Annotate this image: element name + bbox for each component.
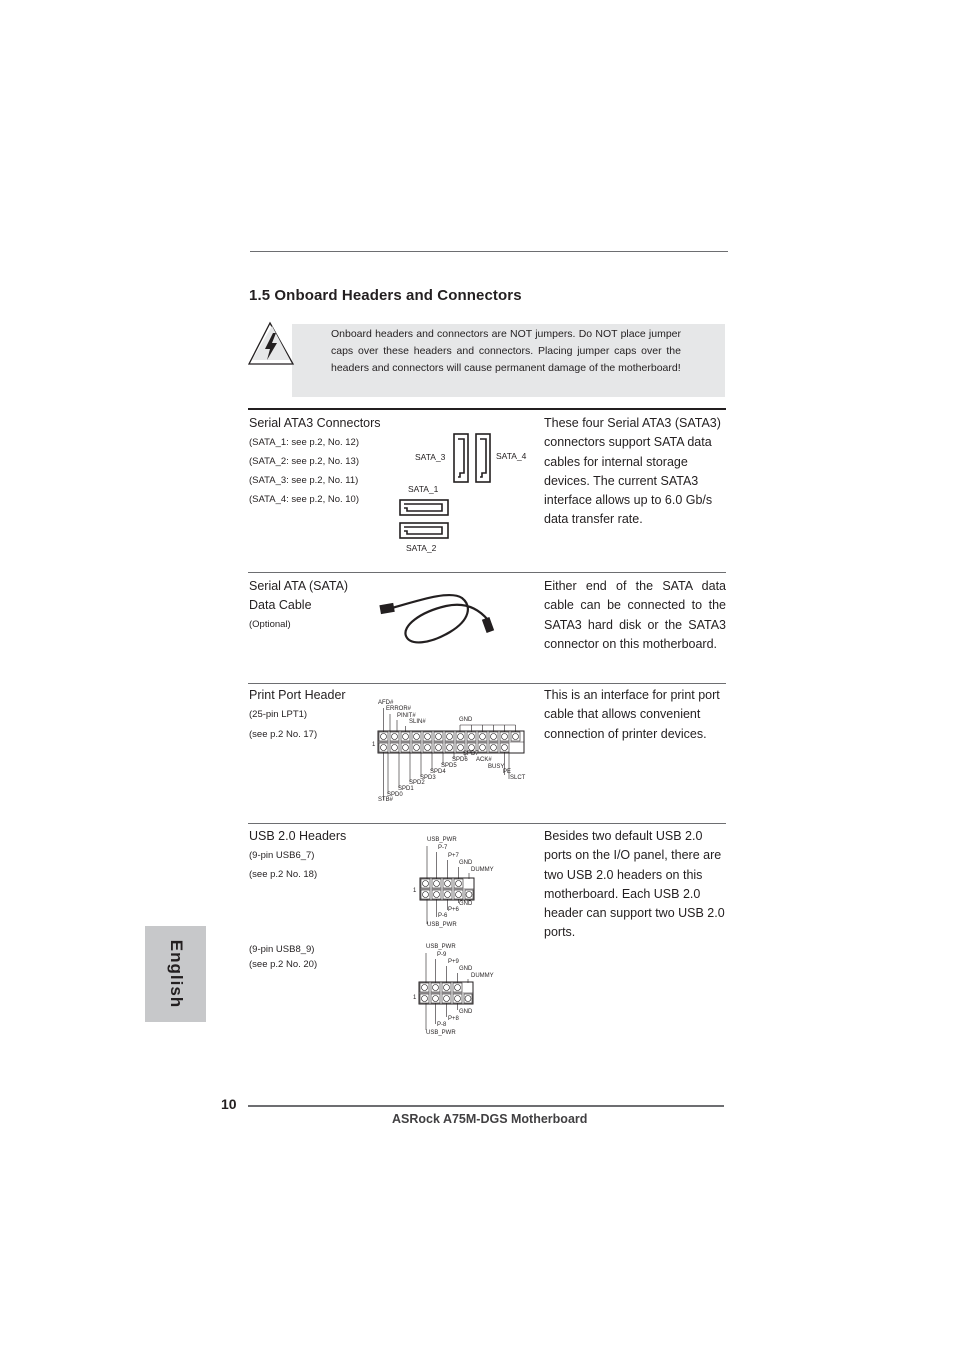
usb2-pin-dummy: DUMMY	[471, 973, 494, 979]
section-rule-sata3	[248, 408, 726, 410]
warning-lightning-icon	[248, 322, 294, 366]
usb2-note-2: (see p.2 No. 20)	[249, 959, 318, 970]
pin-spd1: SPD1	[398, 786, 414, 792]
pin-stb: STB#	[378, 797, 394, 803]
usb1-pin-gnd-bottom: GND	[459, 901, 473, 907]
sata3-note-3: (SATA_3: see p.2, No. 11)	[249, 475, 359, 486]
pin-spd6: SPD6	[452, 757, 468, 763]
usb2-pin-p-minus-b: P-8	[437, 1022, 447, 1028]
sata-cable-image	[380, 590, 500, 650]
usb1-pin-dummy: DUMMY	[471, 867, 494, 873]
language-side-tab-label: English	[166, 939, 186, 1009]
usb2-pin-usb-pwr-bottom: USB_PWR	[426, 1030, 456, 1036]
section-rule-print-port	[248, 683, 726, 684]
pin-spd3: SPD3	[420, 775, 436, 781]
usb1-note-2: (see p.2 No. 18)	[249, 869, 318, 880]
top-rule	[250, 251, 728, 252]
language-side-tab	[145, 926, 206, 1022]
usb2-pin-1-marker: 1	[413, 995, 417, 1001]
usb2-pin-usb-pwr-top: USB_PWR	[426, 944, 456, 950]
warning-text: Onboard headers and connectors are NOT jumpers. Do NOT place jumper caps over these headers and connectors. Placing jumper caps over the headers and connectors will cause permanent damage of the motherboard!	[331, 328, 681, 374]
footer-rule	[248, 1105, 724, 1107]
sata4-label: SATA_4	[496, 451, 527, 461]
usb1-pin-p-minus: P-7	[438, 845, 448, 851]
usb1-pin-p-minus-b: P-6	[438, 913, 448, 919]
sata-cable-title-1: Serial ATA (SATA)	[249, 579, 349, 593]
sata3-note-2: (SATA_2: see p.2, No. 13)	[249, 456, 360, 467]
section-title: 1.5 Onboard Headers and Connectors	[249, 287, 522, 304]
usb-description: Besides two default USB 2.0 ports on the I/O panel, there are two USB 2.0 headers on this motherboard. Each USB 2.0 header can support two USB 2.0 ports.	[544, 829, 725, 940]
usb2-pin-gnd-bottom: GND	[459, 1009, 473, 1015]
usb1-pin-p-plus-b: P+6	[448, 907, 459, 913]
pin-slct: SLCT	[510, 775, 526, 781]
pin-spd5: SPD5	[441, 763, 457, 769]
pin-spd7: SPD7	[463, 751, 479, 757]
sata1-label: SATA_1	[408, 484, 439, 494]
pin-pinit: PINIT#	[397, 713, 416, 719]
sata-cable-note: (Optional)	[249, 619, 291, 630]
usb2-pin-p-plus: P+9	[448, 959, 459, 965]
pin-spd2: SPD2	[409, 780, 425, 786]
usb1-pin-gnd-top: GND	[459, 860, 473, 866]
usb1-note-1: (9-pin USB6_7)	[249, 850, 315, 861]
sata3-note-1: (SATA_1: see p.2, No. 12)	[249, 437, 360, 448]
sata-cable-description: Either end of the SATA data cable can be connected to the SATA3 hard disk or the SATA3 connector on this motherboard.	[544, 579, 726, 651]
pin-gnd: GND	[459, 717, 473, 723]
sata3-description: These four Serial ATA3 (SATA3) connectors support SATA data cables for internal storage devices. The current SATA3 interface allows up to 6.0 Gb/s data transfer rate.	[544, 416, 721, 527]
usb1-pin-usb-pwr-top: USB_PWR	[427, 837, 457, 843]
usb-title: USB 2.0 Headers	[249, 829, 347, 843]
sata-cable-title-2: Data Cable	[249, 598, 312, 612]
pin-slin: SLIN#	[409, 719, 426, 725]
footer-text: ASRock A75M-DGS Motherboard	[392, 1112, 588, 1126]
usb1-pin-usb-pwr-bottom: USB_PWR	[427, 922, 457, 928]
pin-busy: BUSY	[488, 764, 505, 770]
sata2-label: SATA_2	[406, 543, 437, 553]
sata3-note-4: (SATA_4: see p.2, No. 10)	[249, 494, 360, 505]
usb2-pin-p-plus-b: P+8	[448, 1016, 459, 1022]
pin-error: ERROR#	[386, 706, 412, 712]
print-port-description: This is an interface for print port cable that allows convenient connection of printer devices.	[544, 688, 720, 741]
section-rule-usb	[248, 823, 726, 824]
usb2-pin-gnd-top: GND	[459, 966, 473, 972]
usb2-note-1: (9-pin USB8_9)	[249, 944, 315, 955]
usb1-pin-1-marker: 1	[413, 888, 417, 894]
usb2-pin-p-minus: P-9	[437, 952, 447, 958]
print-port-note-1: (25-pin LPT1)	[249, 709, 308, 720]
pin-pe: PE	[503, 769, 512, 775]
print-port-title: Print Port Header	[249, 688, 346, 702]
sata3-title: Serial ATA3 Connectors	[249, 416, 381, 430]
sata3-label: SATA_3	[415, 452, 446, 462]
page-number: 10	[221, 1096, 237, 1112]
print-port-note-2: (see p.2 No. 17)	[249, 729, 318, 740]
pin-spd0: SPD0	[387, 792, 403, 798]
usb1-pin-p-plus: P+7	[448, 853, 459, 859]
pin-ack: ACK#	[476, 757, 492, 763]
section-rule-sata-cable	[248, 572, 726, 573]
pin-1-marker: 1	[372, 742, 376, 748]
pin-spd4: SPD4	[430, 769, 446, 775]
pin-afd: AFD#	[378, 700, 394, 706]
